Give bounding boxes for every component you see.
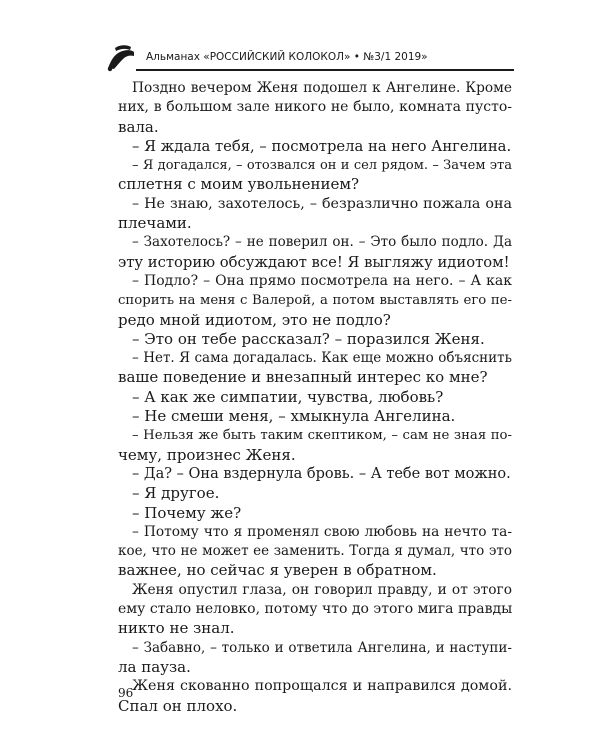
text-line: никто не знал. — [118, 619, 235, 638]
text-line: Поздно вечером Женя подошел к Ангелине. Кроме — [132, 80, 512, 96]
text-line: – Да? – Она вздернула бровь. – А тебе вот можно. — [132, 465, 511, 482]
text-line: Женя скованно попрощался и направился домой. — [132, 678, 512, 695]
text-line: – Потому что я променял свою любовь на нечто та- — [132, 523, 512, 540]
text-line: чему, произнес Женя. — [118, 445, 296, 464]
text-line: – Я догадался, – отозвался он и сел рядом. – Зачем эта — [132, 158, 512, 174]
text-line: – Нет. Я сама догадалась. Как еще можно объяснить — [132, 350, 512, 367]
text-line: плечами. — [118, 214, 192, 233]
text-line: – Не смеши меня, – хмыкнула Ангелина. — [132, 407, 456, 426]
bell-icon — [104, 42, 136, 72]
text-line: сплетня с моим увольнением? — [118, 175, 360, 194]
text-line: – Я другое. — [132, 484, 220, 503]
running-header — [104, 42, 514, 72]
text-line: важнее, но сейчас я уверен в обратном. — [118, 561, 437, 580]
text-line: ему стало неловко, потому что до этого мига правды — [118, 601, 513, 618]
text-line: – Захотелось? – не поверил он. – Это было подло. Да — [132, 234, 512, 251]
text-line: – Нельзя же быть таким скептиком, – сам не зная по- — [132, 428, 512, 444]
text-line: – Не знаю, захотелось, – безразлично пожала она — [132, 195, 512, 212]
body-text — [118, 79, 512, 716]
text-line: – Подло? – Она прямо посмотрела на него. – А как — [132, 272, 512, 289]
text-line: Спал он плохо. — [118, 696, 238, 715]
text-line: редо мной идиотом, это не подло? — [118, 310, 391, 329]
text-line: Женя опустил глаза, он говорил правду, и от этого — [132, 581, 512, 598]
header-title: Альманах «РОССИЙСКИЙ КОЛОКОЛ» • №3/1 2019» — [146, 51, 428, 63]
text-line: – Я ждала тебя, – посмотрела на него Ангелина. — [132, 137, 512, 155]
text-line: – Почему же? — [132, 503, 242, 522]
text-line: ваше поведение и внезапный интерес ко мне? — [118, 368, 488, 387]
text-line: них, в большом зале никого не было, комната пусто- — [118, 99, 512, 116]
text-line: вала. — [118, 117, 159, 136]
text-line: ла пауза. — [118, 657, 191, 676]
text-line: спорить на меня с Валерой, а потом выставлять его пе- — [118, 293, 512, 309]
text-line: – Это он тебе рассказал? – поразился Женя. — [132, 329, 485, 348]
text-line: эту историю обсуждают все! Я выгляжу идиотом! — [118, 253, 510, 271]
text-line: – А как же симпатии, чувства, любовь? — [132, 387, 444, 406]
header-rule — [136, 69, 514, 71]
page-number: 96 — [118, 686, 134, 700]
text-line: кое, что не может ее заменить. Тогда я думал, что это — [118, 543, 512, 560]
text-line: – Забавно, – только и ответила Ангелина, и наступи- — [132, 639, 512, 656]
